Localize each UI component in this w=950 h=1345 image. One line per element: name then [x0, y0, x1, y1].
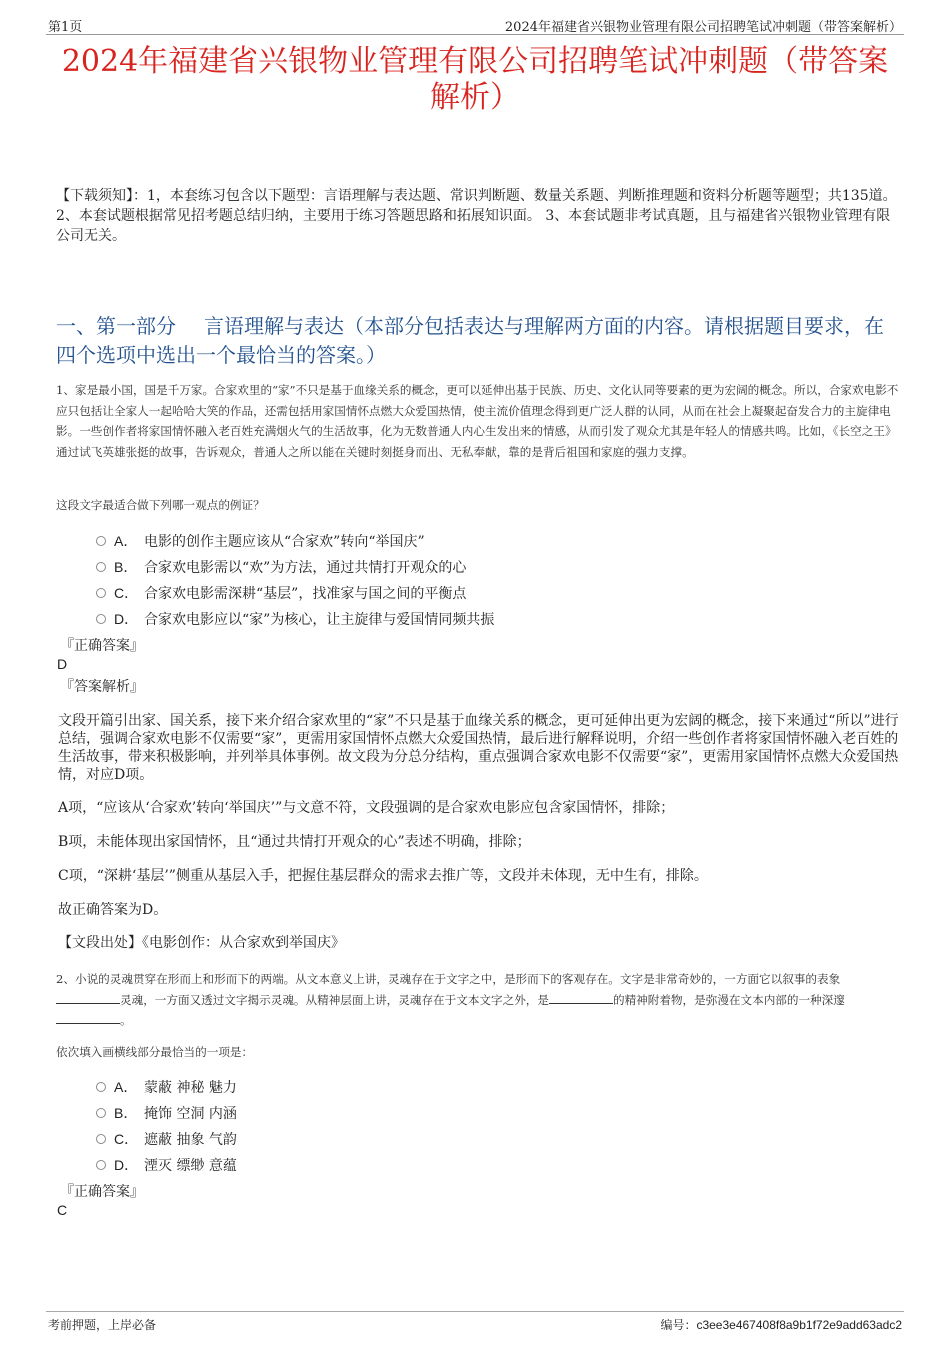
radio-icon[interactable] [96, 588, 106, 598]
question-1-prompt-wrap [56, 496, 900, 514]
question-2-prompt: 依次填入画横线部分最恰当的一项是： [56, 1045, 254, 1059]
radio-icon[interactable] [96, 614, 106, 624]
section-number: 一、第一部分 [56, 314, 176, 338]
source-citation: 【文段出处】《电影创作：从合家欢到举国庆》 [58, 935, 345, 951]
section-description: 言语理解与表达（本部分包括表达与理解两方面的内容。请根据题目要求，在四个选项中选出一个最恰当的答案。） [56, 314, 884, 367]
page-header [46, 14, 904, 35]
question-1 [56, 380, 900, 462]
question-2-answer-label: 『正确答案』 [60, 1184, 144, 1200]
radio-icon[interactable] [96, 1108, 106, 1118]
document-title: 2024年福建省兴银物业管理有限公司招聘笔试冲刺题（带答案解析） [61, 44, 889, 115]
question-1-text: 1、家是最小国，国是千万家。合家欢里的“家”不只是基于血缘关系的概念，更可以延伸出基于民族、历史、文化认同等要素的更为宏阔的概念。所以，合家欢电影不应只包括让全家人一起哈哈大笑的作品，还需包括用家国情怀点燃大众爱国热情，使主流价值理念得到更广泛人群的认同，从而在社会上凝聚起奋发合力的主旋律电影。一些创作者将家国情怀融入老百姓充满烟火气的生活故事，化为无数普通人内心生发出来的情感，从而引发了观众尤其是年轻人的情感共鸣。比如，《长空之王》通过试飞英雄张挺的故事，告诉观众，普通人之所以能在关键时刻挺身而出、无私奉献，靠的是背后祖国和家庭的强力支撑。 [56, 383, 899, 459]
question-2-option-b[interactable]: B． 掩饰 空洞 内涵 [96, 1100, 237, 1126]
header-title: 2024年福建省兴银物业管理有限公司招聘笔试冲刺题（带答案解析） [504, 20, 902, 35]
question-1-prompt: 这段文字最适合做下列哪一观点的例证？ [56, 498, 265, 512]
footer-code: 编号：c3ee3e467408f8a9b1f72e9add63adc2 [660, 1318, 902, 1332]
radio-icon[interactable] [96, 1134, 106, 1144]
radio-icon[interactable] [96, 1160, 106, 1170]
analysis-paragraph: 文段开篇引出家、国关系，接下来介绍合家欢里的“家”不只是基于血缘关系的概念，更可延伸出更为宏阔的概念，接下来通过“所以”进行总结，强调合家欢电影不仅需要“家”，更需用家国情怀点燃大众爱国热情，最后进行解释说明，介绍一些创作者将家国情怀融入老百姓的生活故事，带来积极影响，并列举具体事例。故文段为分总分结构，重点强调合家欢电影不仅需要“家”，更需用家国情怀点燃大众爱国热情，对应D项。 [58, 713, 899, 783]
question-2-options [96, 1074, 237, 1178]
question-2-prompt-wrap [56, 1043, 900, 1061]
blank-2 [549, 991, 613, 1004]
radio-icon[interactable] [96, 536, 106, 546]
question-2-option-c[interactable]: C． 遮蔽 抽象 气韵 [96, 1126, 237, 1152]
question-1-answer-label: 『正确答案』 [60, 638, 144, 654]
analysis-option-b: B项，未能体现出家国情怀，且“通过共情打开观众的心”表述不明确，排除； [58, 834, 531, 850]
question-1-option-b[interactable]: B． 合家欢电影需以“欢”为方法，通过共情打开观众的心 [96, 554, 494, 580]
analysis-option-a: A项，“应该从‘合家欢’转向‘举国庆’”与文意不符，文段强调的是合家欢电影应包含家国情怀，排除； [58, 800, 675, 816]
question-2-text: 2、小说的灵魂贯穿在形而上和形而下的两端。从文本意义上讲，灵魂存在于文字之中，是形而下的客观存在。文字是非常奇妙的，一方面它以叙事的表象灵魂，一方面又透过文字揭示灵魂。从精神层面上讲，灵魂存在于文本文字之外，是 的精神附着物，是弥漫在文本内部的一种深邃。 [56, 972, 845, 1027]
download-notice: 【下载须知】：1，本套练习包含以下题型：言语理解与表达题、常识判断题、数量关系题、判断推理题和资料分析题等题型；共135道。 2、本套试题根据常见招考题总结归纳，主要用于练习答题思路和拓展知识面。 3、本套试题非考试真题，且与福建省兴银物业管理有限公司无关。 [56, 188, 897, 244]
question-1-options [96, 528, 494, 632]
question-2-answer: C [57, 1202, 68, 1218]
question-1-option-d[interactable]: D． 合家欢电影应以“家”为核心，让主旋律与爱国情同频共振 [96, 606, 494, 632]
question-1-option-c[interactable]: C． 合家欢电影需深耕“基层”，找准家与国之间的平衡点 [96, 580, 494, 606]
section-title [56, 312, 900, 370]
radio-icon[interactable] [96, 1082, 106, 1092]
page-footer [46, 1311, 904, 1336]
analysis-conclusion: 故正确答案为D。 [58, 902, 168, 918]
blank-1 [56, 991, 120, 1004]
question-1-analysis-label: 『答案解析』 [60, 679, 144, 695]
question-2-option-a[interactable]: A． 蒙蔽 神秘 魅力 [96, 1074, 237, 1100]
analysis-option-c: C项，“深耕‘基层’”侧重从基层入手，把握住基层群众的需求去推广等，文段并未体现，无中生有，排除。 [58, 868, 708, 884]
footer-slogan: 考前押题，上岸必备 [48, 1318, 157, 1332]
question-1-option-a[interactable]: A． 电影的创作主题应该从“合家欢”转向“举国庆” [96, 528, 494, 554]
question-2 [56, 969, 900, 1031]
page-number: 第1页 [48, 20, 83, 35]
blank-3 [56, 1011, 120, 1024]
question-1-answer: D [57, 656, 68, 672]
question-2-option-d[interactable]: D． 湮灭 缥缈 意蕴 [96, 1152, 237, 1178]
radio-icon[interactable] [96, 562, 106, 572]
